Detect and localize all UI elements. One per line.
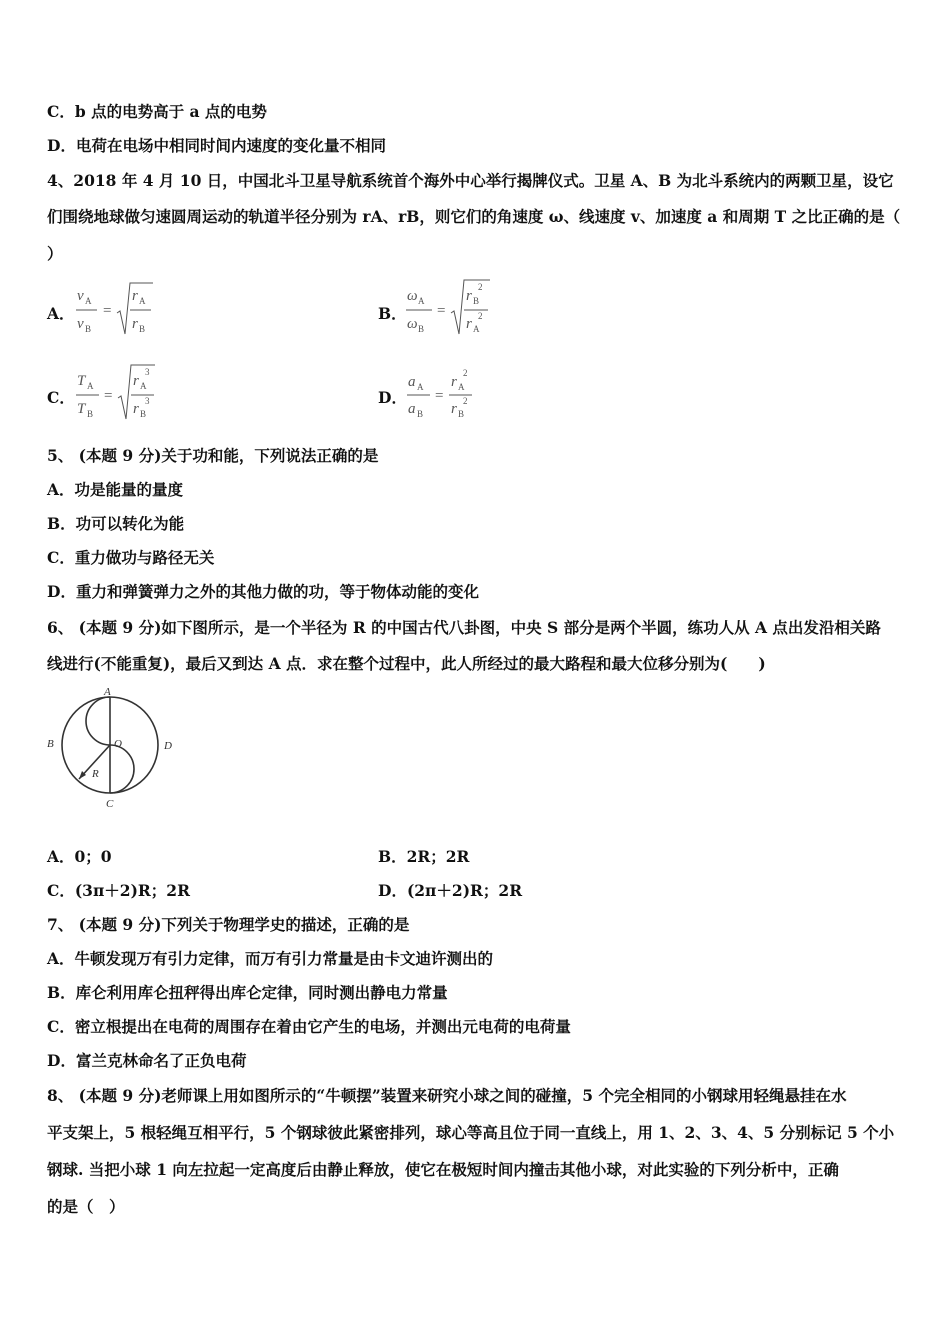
svg-text:=: = <box>104 388 113 404</box>
q6-bagua-figure <box>44 685 189 817</box>
svg-text:2: 2 <box>463 368 468 378</box>
svg-text:A: A <box>87 381 94 391</box>
q4-stem-line3: ） <box>47 244 63 263</box>
svg-text:ω: ω <box>407 288 418 304</box>
svg-text:A: A <box>417 382 424 392</box>
label-o: O <box>114 738 122 750</box>
svg-text:2: 2 <box>463 396 468 406</box>
q4-stem-line2: 们围绕地球做匀速圆周运动的轨道半径分别为 rA、rB，则它们的角速度 ω、线速度 v、加速度 a 和周期 T 之比正确的是（ <box>47 207 901 226</box>
q3-option-d: D．电荷在电场中相同时间内速度的变化量不相同 <box>47 136 386 155</box>
q3-option-c: C．b 点的电势高于 a 点的电势 <box>47 102 267 121</box>
svg-text:=: = <box>103 303 112 319</box>
svg-text:B: B <box>458 409 465 419</box>
q5-option-b: B．功可以转化为能 <box>47 514 185 533</box>
q7-stem: 7、 (本题 9 分)下列关于物理学史的描述，正确的是 <box>47 915 410 934</box>
label-a: A <box>104 686 111 698</box>
svg-text:v: v <box>77 316 84 332</box>
svg-text:A: A <box>139 296 146 306</box>
svg-text:r: r <box>451 374 457 390</box>
formula-omega-ratio <box>406 276 501 340</box>
svg-text:B: B <box>87 409 94 419</box>
svg-text:=: = <box>435 388 444 404</box>
q6-option-c: C．(3π＋2)R；2R <box>47 881 190 900</box>
label-c: C <box>106 798 114 810</box>
q7-option-a: A．牛顿发现万有引力定律，而万有引力常量是由卡文迪许测出的 <box>47 949 494 968</box>
formula-acceleration-ratio <box>406 364 486 424</box>
svg-text:B: B <box>85 324 92 334</box>
svg-text:T: T <box>77 373 86 389</box>
q4-option-d-label: D． <box>378 388 407 407</box>
q4-option-c-formula <box>75 361 165 429</box>
svg-text:2: 2 <box>478 282 483 292</box>
svg-text:2: 2 <box>478 311 483 321</box>
svg-text:T: T <box>77 401 86 417</box>
svg-text:=: = <box>437 303 446 319</box>
svg-text:A: A <box>473 324 480 334</box>
svg-text:r: r <box>133 401 139 417</box>
svg-text:a: a <box>408 374 416 390</box>
label-d: D <box>164 740 172 752</box>
q8-stem-line4: 的是（ ） <box>47 1197 125 1216</box>
svg-text:r: r <box>451 401 457 417</box>
q5-option-d: D．重力和弹簧弹力之外的其他力做的功，等于物体动能的变化 <box>47 582 479 601</box>
svg-text:3: 3 <box>145 396 150 406</box>
svg-text:A: A <box>140 381 147 391</box>
q7-option-b: B．库仑利用库仑扭秤得出库仑定律，同时测出静电力常量 <box>47 983 448 1002</box>
q8-stem-line1: 8、 (本题 9 分)老师课上用如图所示的“牛顿摆”装置来研究小球之间的碰撞，5 个完全相同的小钢球用轻绳悬挂在水 <box>47 1086 847 1105</box>
svg-text:B: B <box>418 324 425 334</box>
q8-stem-line3: 钢球. 当把小球 1 向左拉起一定高度后由静止释放，使它在极短时间内撞击其他小球，对此实验的下列分析中，正确 <box>47 1160 839 1179</box>
svg-text:r: r <box>133 373 139 389</box>
q4-option-a-formula <box>75 278 165 344</box>
svg-text:A: A <box>418 296 425 306</box>
q4-option-d-formula <box>406 364 486 428</box>
q4-option-b-formula <box>406 276 501 344</box>
q6-stem-line2: 线进行(不能重复)，最后又到达 A 点．求在整个过程中，此人所经过的最大路程和最大位移分别为( ) <box>47 654 766 673</box>
q4-option-c-label: C． <box>47 388 75 407</box>
svg-text:3: 3 <box>145 367 150 377</box>
q7-option-d: D．富兰克林命名了正负电荷 <box>47 1051 247 1070</box>
q6-stem-line1: 6、 (本题 9 分)如下图所示，是一个半径为 R 的中国古代八卦图，中央 S 部分是两个半圆，练功人从 A 点出发沿相关路 <box>47 618 881 637</box>
q6-option-a: A．0；0 <box>47 847 112 866</box>
svg-text:v: v <box>77 288 84 304</box>
svg-text:A: A <box>85 296 92 306</box>
svg-text:B: B <box>473 296 480 306</box>
q6-option-d: D．(2π＋2)R；2R <box>378 881 523 900</box>
formula-va-vb <box>75 278 165 340</box>
svg-text:r: r <box>466 288 472 304</box>
svg-text:r: r <box>132 288 138 304</box>
svg-text:r: r <box>132 316 138 332</box>
q5-option-a: A．功是能量的量度 <box>47 480 184 499</box>
svg-text:B: B <box>140 409 147 419</box>
formula-period-ratio <box>75 361 165 425</box>
q5-stem: 5、 (本题 9 分)关于功和能，下列说法正确的是 <box>47 446 379 465</box>
label-b: B <box>47 738 54 750</box>
svg-text:A: A <box>458 382 465 392</box>
q5-option-c: C．重力做功与路径无关 <box>47 548 215 567</box>
svg-text:B: B <box>417 409 424 419</box>
q8-stem-line2: 平支架上，5 根轻绳互相平行，5 个钢球彼此紧密排列，球心等高且位于同一直线上，用 1、2、3、4、5 分别标记 5 个小 <box>47 1123 895 1142</box>
svg-text:r: r <box>466 316 472 332</box>
q4-option-b-label: B． <box>378 304 407 323</box>
bagua-diagram <box>44 685 189 813</box>
q6-option-b: B．2R；2R <box>378 847 470 866</box>
svg-text:a: a <box>408 401 416 417</box>
q4-option-a-label: A． <box>47 304 75 323</box>
q7-option-c: C．密立根提出在电荷的周围存在着由它产生的电场，并测出元电荷的电荷量 <box>47 1017 571 1036</box>
svg-text:B: B <box>139 324 146 334</box>
label-r: R <box>92 768 99 780</box>
q4-stem-line1: 4、2018 年 4 月 10 日，中国北斗卫星导航系统首个海外中心举行揭牌仪式。卫星 A、B 为北斗系统内的两颗卫星，设它 <box>47 171 894 190</box>
svg-text:ω: ω <box>407 316 418 332</box>
